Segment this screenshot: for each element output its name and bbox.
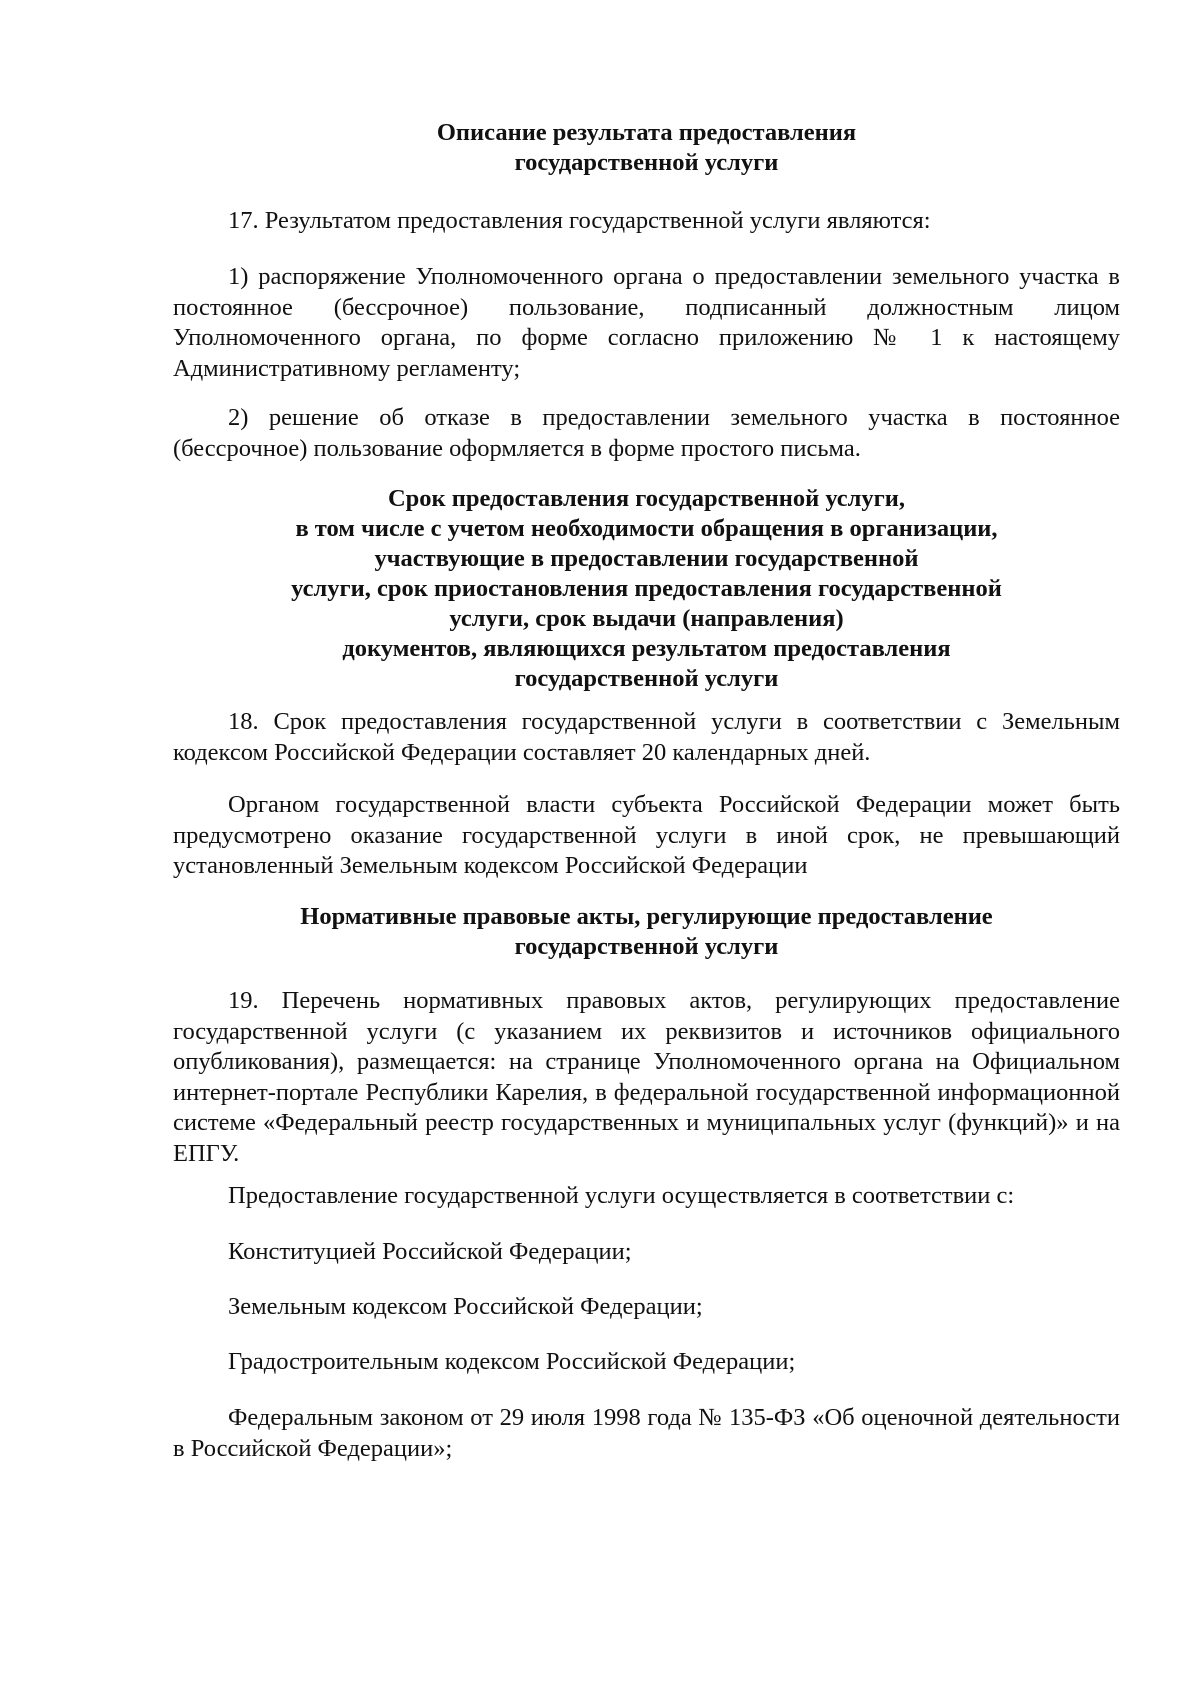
heading-line: услуги, срок выдачи (направления) — [449, 605, 844, 632]
heading-line: услуги, срок приостановления предоставления государственной — [291, 575, 1002, 602]
paragraph: 19. Перечень нормативных правовых актов, регулирующих предоставление государственной услуги (с указанием их реквизитов и источников официального опубликования), размещается: на странице Уполномоченного органа на Официальном интернет-портале Республики Карелия, в федеральной государственной информационной системе «Федеральный реестр государственных и муниципальных услуг (функций)» и на ЕПГУ. — [173, 987, 1120, 1167]
heading-line: Описание результата предоставления — [436, 119, 857, 146]
paragraph: 2) решение об отказе в предоставлении земельного участка в постоянное (бессрочное) пользование оформляется в форме простого письма. — [173, 404, 1120, 462]
heading-line: государственной услуги — [514, 933, 779, 960]
paragraph: Градостроительным кодексом Российской Федерации; — [228, 1348, 796, 1375]
heading-line: документов, являющихся результатом предоставления — [342, 635, 951, 662]
heading-line: Нормативные правовые акты, регулирующие предоставление — [300, 903, 993, 930]
section-heading — [173, 118, 1120, 178]
section-heading — [173, 484, 1120, 694]
paragraph: Органом государственной власти субъекта Российской Федерации может быть предусмотрено оказание государственной услуги в иной срок, не превышающий установленный Земельным кодексом Российской Федерации — [173, 791, 1120, 879]
paragraph: Федеральным законом от 29 июля 1998 года № 135-ФЗ «Об оценочной деятельности в Российской Федерации»; — [173, 1404, 1120, 1462]
heading-line: государственной услуги — [514, 665, 779, 692]
heading-line: участвующие в предоставлении государственной — [374, 545, 919, 572]
paragraph: Конституцией Российской Федерации; — [228, 1238, 632, 1265]
heading-line: Срок предоставления государственной услуги, — [387, 485, 906, 512]
paragraph: Предоставление государственной услуги осуществляется в соответствии с: — [228, 1182, 1015, 1209]
heading-line: государственной услуги — [514, 149, 779, 176]
heading-line: в том числе с учетом необходимости обращения в организации, — [295, 515, 998, 542]
paragraph: 17. Результатом предоставления государственной услуги являются: — [228, 207, 931, 234]
section-heading — [173, 902, 1120, 962]
paragraph: 1) распоряжение Уполномоченного органа о предоставлении земельного участка в постоянное (бессрочное) пользование, подписанный должностным лицом Уполномоченного органа, по форме согласно приложению № 1 к настоящему Административному регламенту; — [173, 263, 1120, 382]
paragraph: 18. Срок предоставления государственной услуги в соответствии с Земельным кодексом Российской Федерации составляет 20 календарных дней. — [173, 708, 1120, 766]
paragraph: Земельным кодексом Российской Федерации; — [228, 1293, 703, 1320]
